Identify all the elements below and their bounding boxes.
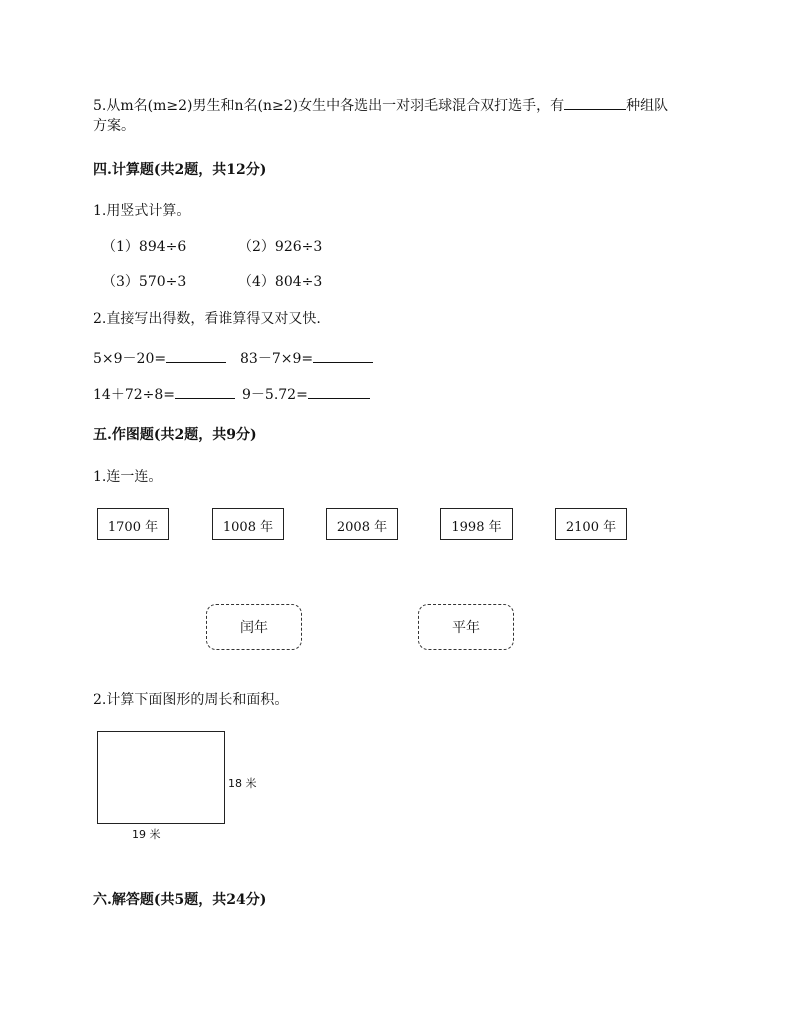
rectangle-figure (97, 731, 225, 824)
question-5-line2: 方案。 (93, 118, 135, 134)
height-label: 18 米 (228, 777, 257, 790)
question-title: 1.连一连。 (93, 469, 163, 485)
question-title: 2.直接写出得数，看谁算得又对又快. (93, 311, 321, 327)
division-item: （3）570÷3 (102, 274, 187, 290)
year-box-1998[interactable]: 1998 年 (440, 508, 513, 540)
mental-math-item (93, 384, 235, 404)
answer-blank[interactable] (308, 384, 370, 399)
mental-math-item (242, 384, 370, 404)
expression: 5×9－20= (93, 351, 167, 367)
question-title: 1.用竖式计算。 (93, 203, 191, 219)
mental-math-item (240, 348, 373, 368)
section-6-heading: 六.解答题(共5题，共24分) (93, 892, 267, 908)
mental-math-item (93, 348, 226, 368)
question-5-line1 (93, 95, 668, 115)
answer-blank[interactable] (175, 384, 235, 399)
question-title: 2.计算下面图形的周长和面积。 (93, 692, 289, 708)
expression: 14＋72÷8= (93, 387, 175, 403)
division-item: （4）804÷3 (238, 274, 323, 290)
year-box-2008[interactable]: 2008 年 (326, 508, 398, 540)
leap-year-box[interactable]: 闰年 (206, 604, 302, 650)
year-box-1008[interactable]: 1008 年 (212, 508, 284, 540)
question-5-text-end: 种组队 (626, 98, 669, 114)
expression: 9－5.72= (242, 387, 308, 403)
answer-blank[interactable] (166, 348, 226, 363)
year-box-2100[interactable]: 2100 年 (555, 508, 627, 540)
expression: 83－7×9= (240, 351, 314, 367)
year-box-1700[interactable]: 1700 年 (97, 508, 169, 540)
common-year-box[interactable]: 平年 (418, 604, 514, 650)
division-item: （2）926÷3 (238, 239, 323, 255)
section-4-heading: 四.计算题(共2题，共12分) (93, 162, 267, 178)
division-item: （1）894÷6 (102, 239, 187, 255)
answer-blank[interactable] (564, 95, 626, 110)
answer-blank[interactable] (313, 348, 373, 363)
width-label: 19 米 (132, 828, 161, 841)
question-5-text: 5.从m名(m≥2)男生和n名(n≥2)女生中各选出一对羽毛球混合双打选手，有 (93, 98, 565, 114)
section-5-heading: 五.作图题(共2题，共9分) (93, 427, 257, 443)
